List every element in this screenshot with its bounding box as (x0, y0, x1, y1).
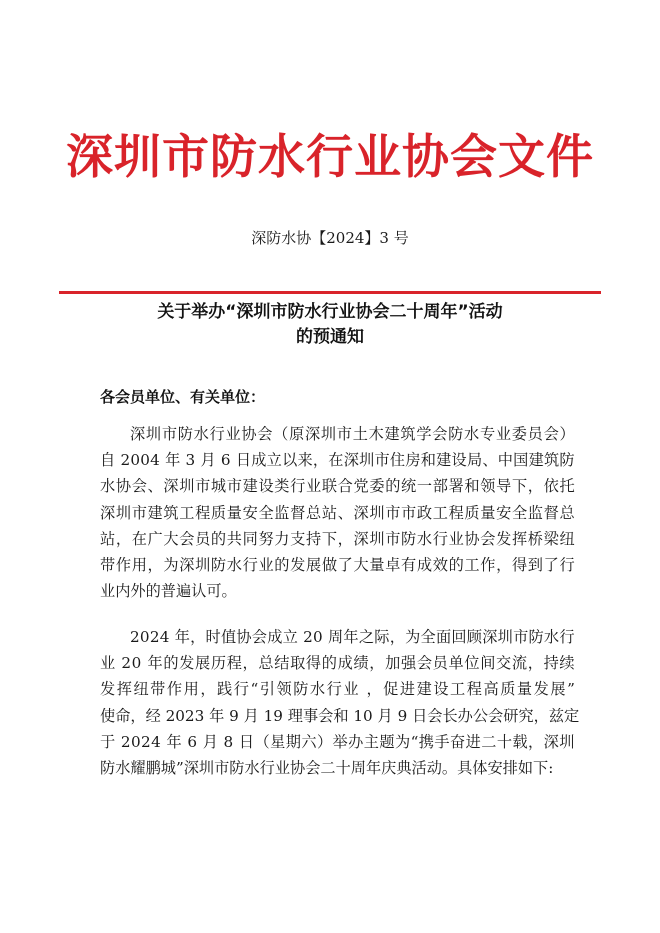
paragraph-2 (100, 624, 580, 781)
paragraph-line: 站 ， 在 广 大 会 员 的 共 同 努 力 支 持 下 ， 深 圳 市 防 水 行 业 协 会 发 挥 桥 梁 纽 (100, 529, 575, 548)
red-divider-rule (59, 291, 601, 294)
paragraph-line: 业内外的普遍认可。 (100, 582, 237, 601)
paragraph-line: 深 圳 市 建 筑 工 程 质 量 安 全 监 督 总 站 、 深 圳 市 市 政 工 程 质 量 安 全 监 督 总 (100, 503, 575, 522)
paragraph-line: 深 圳 市 防 水 行 业 协 会 （ 原 深 圳 市 土 木 建 筑 学 会 防 水 专 业 委 员 会 ） (130, 425, 575, 443)
document-number: 深防水协【2024】3 号 (251, 229, 409, 247)
paragraph-line: 自 2 0 0 4 年 3 月 6 日 成 立 以 来 ， 在 深 圳 市 住 房 和 建 设 局 、 中 国 建 筑 防 (100, 451, 575, 470)
notice-title-line-1: 关于举办“深圳市防水行业协会二十周年”活动 (157, 302, 503, 322)
notice-title-line-2: 的预通知 (296, 327, 364, 347)
paragraph-line: 水 协 会 、 深 圳 市 城 市 建 设 类 行 业 联 合 党 委 的 统 一 部 署 和 领 导 下 ， 依 托 (100, 477, 575, 496)
paragraph-line: 使 命 ， 经 2 0 2 3 年 9 月 1 9 理 事 会 和 1 0 月 9 日 会 长 办 公 会 研 究 ， 兹 定 (100, 706, 580, 725)
salutation: 各会员单位、有关单位： (100, 388, 266, 406)
paragraph-line: 带 作 用 ， 为 深 圳 防 水 行 业 的 发 展 做 了 大 量 卓 有 成 效 的 工 作 ， 得 到 了 行 (100, 555, 575, 574)
paragraph-line: 发 挥 纽 带 作 用 ， 践 行 “ 引 领 防 水 行 业 ， 促 进 建 设 工 程 高 质 量 发 展 ” (100, 680, 575, 699)
paragraph-line: 2 0 2 4 年 ， 时 值 协 会 成 立 2 0 周 年 之 际 ， 为 全 面 回 顾 深 圳 市 防 水 行 (130, 628, 575, 646)
paragraph-line: 于 2 0 2 4 年 6 月 8 日 （ 星 期 六 ） 举 办 主 题 为 “ 携 手 奋 进 二 十 载 ， 深 圳 (100, 732, 575, 751)
document-header-title: 深圳市防水行业协会文件 (66, 130, 594, 185)
paragraph-1 (100, 421, 575, 604)
notice-title (0, 300, 660, 350)
paragraph-line: 业 2 0 年 的 发 展 历 程 ， 总 结 取 得 的 成 绩 ， 加 强 会 员 单 位 间 交 流 ， 持 续 (100, 654, 575, 673)
paragraph-line: 防水耀鹏城”深圳市防水行业协会二十周年庆典活动。具体安排如下: (100, 758, 554, 777)
